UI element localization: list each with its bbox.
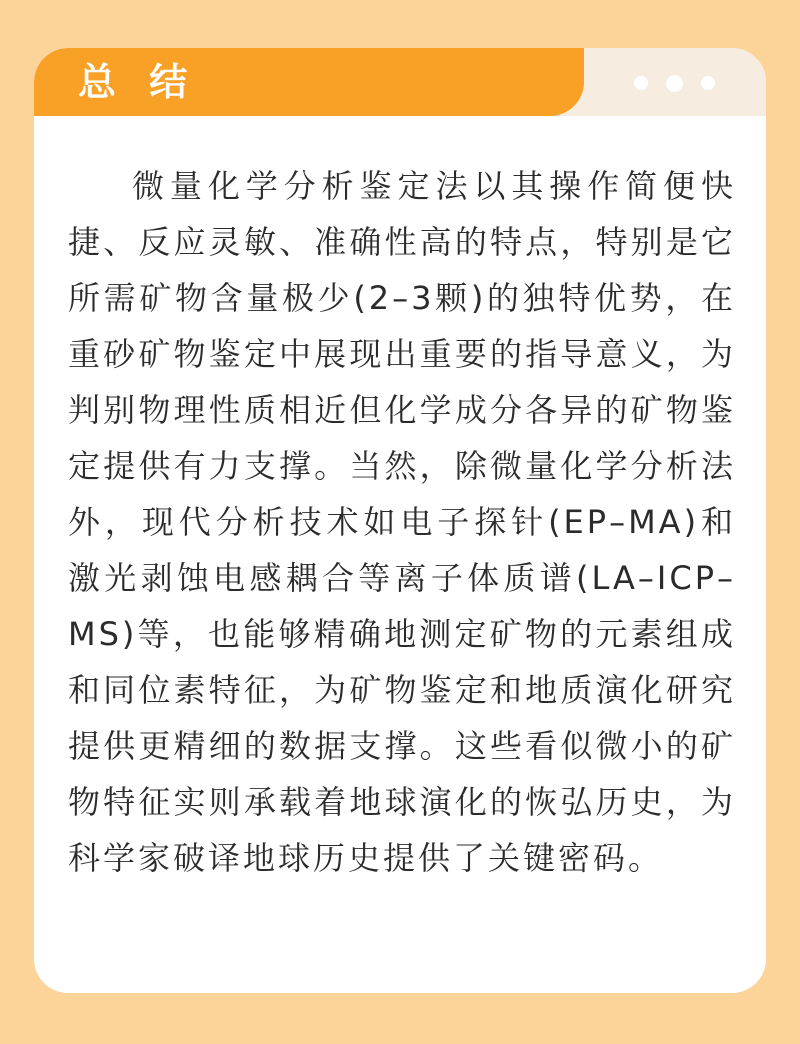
summary-paragraph: 微量化学分析鉴定法以其操作简便快捷、反应灵敏、准确性高的特点，特别是它所需矿物含量极少(2–3颗)的独特优势，在重砂矿物鉴定中展现出重要的指导意义，为判别物理性质相近但化学成分各异的矿物鉴定提供有力支撑。当然，除微量化学分析法外，现代分析技术如电子探针(EP–MA)和激光剥蚀电感耦合等离子体质谱(LA–ICP–MS)等，也能够精确地测定矿物的元素组成和同位素特征，为矿物鉴定和地质演化研究提供更精细的数据支撑。这些看似微小的矿物特征实则承载着地球演化的恢弘历史，为科学家破译地球历史提供了关键密码。: [68, 167, 736, 877]
three-dots-icon: [634, 74, 733, 92]
dot-icon: [666, 75, 683, 92]
dot-icon: [701, 76, 715, 90]
summary-card: [34, 48, 766, 993]
dot-icon: [634, 76, 648, 90]
card-title: 总 结: [78, 60, 198, 104]
title-tab: [34, 48, 584, 116]
